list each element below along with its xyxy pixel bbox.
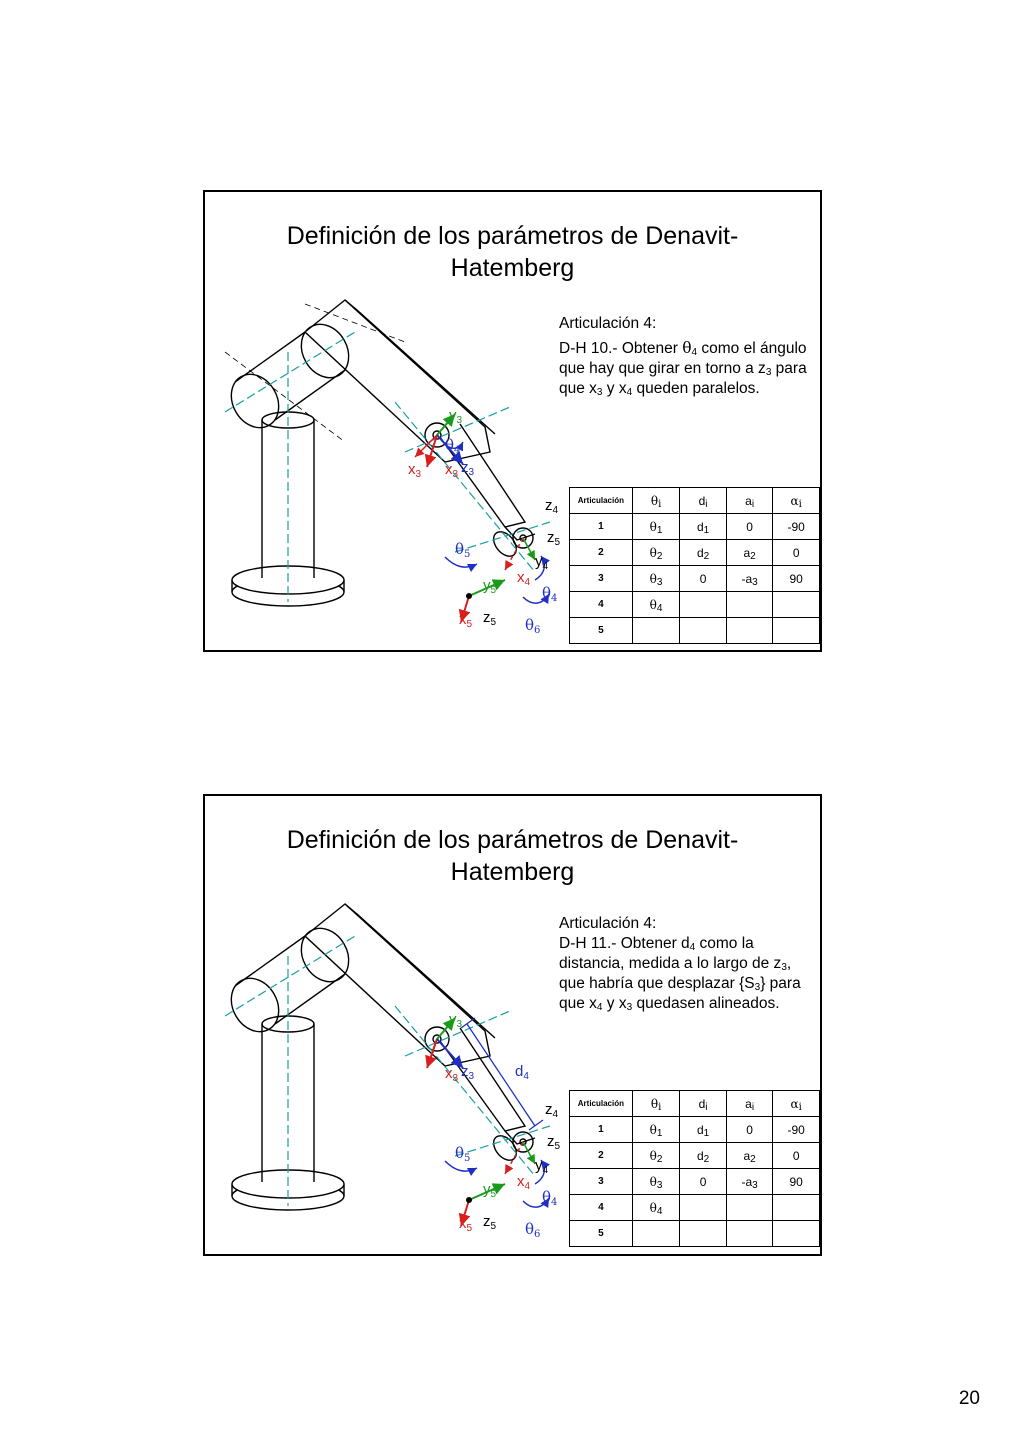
table-header-row — [570, 1091, 820, 1117]
table-cell — [632, 618, 680, 644]
description-text: D-H 11.- Obtener $d_4$ como la distancia, medida a lo largo de $z_3$, que habría que desplazar $\{S_3\}$ para que $x_4$ y $x_3$ quedasen alineados. — [559, 935, 801, 1013]
table-cell — [773, 1221, 820, 1247]
table-cell: 3 — [570, 566, 633, 592]
table-cell: 90 — [773, 566, 820, 592]
table-cell: 5 — [570, 618, 633, 644]
title-line-2: Hatemberg — [450, 254, 575, 282]
header-alpha: $\alpha_i$ — [773, 488, 820, 514]
description — [559, 914, 821, 1014]
label-theta6: $\theta_6$ — [525, 1220, 541, 1240]
table-cell — [680, 592, 727, 618]
header-theta: $\theta_i$ — [632, 488, 680, 514]
label-z3: $z_3$ — [461, 459, 475, 478]
label-y3: $y_3$ — [449, 1011, 463, 1030]
title-line-2: Hatemberg — [450, 858, 575, 886]
label-y5: $y_5$ — [483, 577, 497, 596]
table-cell: -90 — [773, 1117, 820, 1143]
header-alpha: $\alpha_i$ — [773, 1091, 820, 1117]
subtitle: Articulación 4: — [559, 915, 657, 932]
table-cell: $d_1$ — [680, 1117, 727, 1143]
table-cell: 1 — [570, 514, 633, 540]
table-cell — [773, 618, 820, 644]
label-x5: $x_5$ — [459, 1215, 473, 1234]
description-text: D-H 10.- Obtener $\theta_4$ como el ángulo que hay que girar en torno a $z_3$ para que $x_3$ y $x_4$ queden paralelos. — [559, 339, 807, 398]
label-y5: $y_5$ — [483, 1181, 497, 1200]
table-cell: -90 — [773, 514, 820, 540]
table-cell: 5 — [570, 1221, 633, 1247]
table-cell — [680, 1195, 727, 1221]
description — [559, 314, 821, 399]
label-z5b: $z_5$ — [483, 609, 497, 628]
table-cell — [632, 1221, 680, 1247]
label-z4: $z_4$ — [545, 1101, 559, 1120]
table-cell — [726, 618, 773, 644]
label-theta4: $\theta_4$ — [542, 1188, 558, 1208]
label-z5a: $z_5$ — [547, 529, 561, 548]
table-cell: $\theta_3$ — [632, 566, 680, 592]
table-cell: $d_2$ — [680, 1143, 727, 1169]
table-cell: 4 — [570, 1195, 633, 1221]
dh-table — [569, 487, 820, 644]
label-theta6: $\theta_6$ — [525, 616, 541, 636]
table-row — [570, 514, 820, 540]
label-x4: $x_4$ — [517, 569, 531, 588]
table-cell: $\theta_2$ — [632, 1143, 680, 1169]
table-cell: $d_2$ — [680, 540, 727, 566]
table-row — [570, 540, 820, 566]
label-z5a: $z_5$ — [547, 1133, 561, 1152]
slide-1 — [203, 190, 822, 652]
table-cell: $-a_3$ — [726, 566, 773, 592]
table-row — [570, 618, 820, 644]
table-body — [570, 1117, 820, 1247]
header-a: $a_i$ — [726, 488, 773, 514]
table-cell: $\theta_4$ — [632, 592, 680, 618]
table-cell: 2 — [570, 540, 633, 566]
label-x3: $x_3$ — [445, 1065, 459, 1084]
table-cell — [726, 1195, 773, 1221]
table-cell: 0 — [773, 540, 820, 566]
table-row — [570, 1195, 820, 1221]
table-cell: 0 — [726, 514, 773, 540]
label-d4: $d_4$ — [515, 1063, 529, 1082]
label-theta5: $\theta_5$ — [455, 1144, 471, 1164]
label-y3: $y_3$ — [449, 407, 463, 426]
table-cell: $-a_3$ — [726, 1169, 773, 1195]
table-cell: $a_2$ — [726, 540, 773, 566]
table-cell: 0 — [773, 1143, 820, 1169]
table-cell — [726, 592, 773, 618]
table-row — [570, 1169, 820, 1195]
slide-title — [205, 824, 820, 888]
header-d: $d_i$ — [680, 1091, 727, 1117]
table-row — [570, 566, 820, 592]
label-theta4: $\theta_4$ — [542, 584, 558, 604]
table-cell: 90 — [773, 1169, 820, 1195]
table-cell — [680, 1221, 727, 1247]
table-cell: $\theta_1$ — [632, 514, 680, 540]
subtitle: Articulación 4: — [559, 315, 657, 332]
table-row — [570, 1143, 820, 1169]
table-cell — [726, 1221, 773, 1247]
table-cell: 0 — [680, 566, 727, 592]
table-cell — [773, 1195, 820, 1221]
title-line-1: Definición de los parámetros de Denavit- — [286, 222, 739, 250]
table-cell: $\theta_2$ — [632, 540, 680, 566]
label-theta4-top: $\theta_4$ — [445, 436, 461, 456]
table-cell: 0 — [726, 1117, 773, 1143]
label-z4: $z_4$ — [545, 497, 559, 516]
label-x4: $x_4$ — [517, 1173, 531, 1192]
table-row — [570, 592, 820, 618]
header-articulacion: Articulación — [570, 1091, 633, 1117]
label-theta5: $\theta_5$ — [455, 540, 471, 560]
table-row — [570, 1117, 820, 1143]
page-number: 20 — [958, 1388, 980, 1409]
label-x3: $x_3$ — [408, 461, 422, 480]
table-cell: 3 — [570, 1169, 633, 1195]
table-cell: 4 — [570, 592, 633, 618]
table-cell — [773, 592, 820, 618]
label-x3b: $x_3$ — [445, 461, 459, 480]
table-header-row — [570, 488, 820, 514]
table-cell — [680, 618, 727, 644]
table-cell: $\theta_3$ — [632, 1169, 680, 1195]
slide-title — [205, 220, 820, 284]
label-z3: $z_3$ — [461, 1063, 475, 1082]
table-cell: 0 — [680, 1169, 727, 1195]
table-cell: $a_2$ — [726, 1143, 773, 1169]
table-cell: $\theta_1$ — [632, 1117, 680, 1143]
dh-table — [569, 1090, 820, 1247]
title-line-1: Definición de los parámetros de Denavit- — [286, 826, 739, 854]
table-cell: 2 — [570, 1143, 633, 1169]
table-body — [570, 514, 820, 644]
label-x5: $x_5$ — [459, 611, 473, 630]
label-y4: $y_4$ — [535, 1157, 549, 1176]
table-row — [570, 1221, 820, 1247]
table-cell: $d_1$ — [680, 514, 727, 540]
label-z5b: $z_5$ — [483, 1213, 497, 1232]
table-cell: $\theta_4$ — [632, 1195, 680, 1221]
slide-2 — [203, 794, 822, 1256]
header-d: $d_i$ — [680, 488, 727, 514]
table-cell: 1 — [570, 1117, 633, 1143]
header-theta: $\theta_i$ — [632, 1091, 680, 1117]
label-y4: $y_4$ — [535, 553, 549, 572]
header-a: $a_i$ — [726, 1091, 773, 1117]
header-articulacion: Articulación — [570, 488, 633, 514]
